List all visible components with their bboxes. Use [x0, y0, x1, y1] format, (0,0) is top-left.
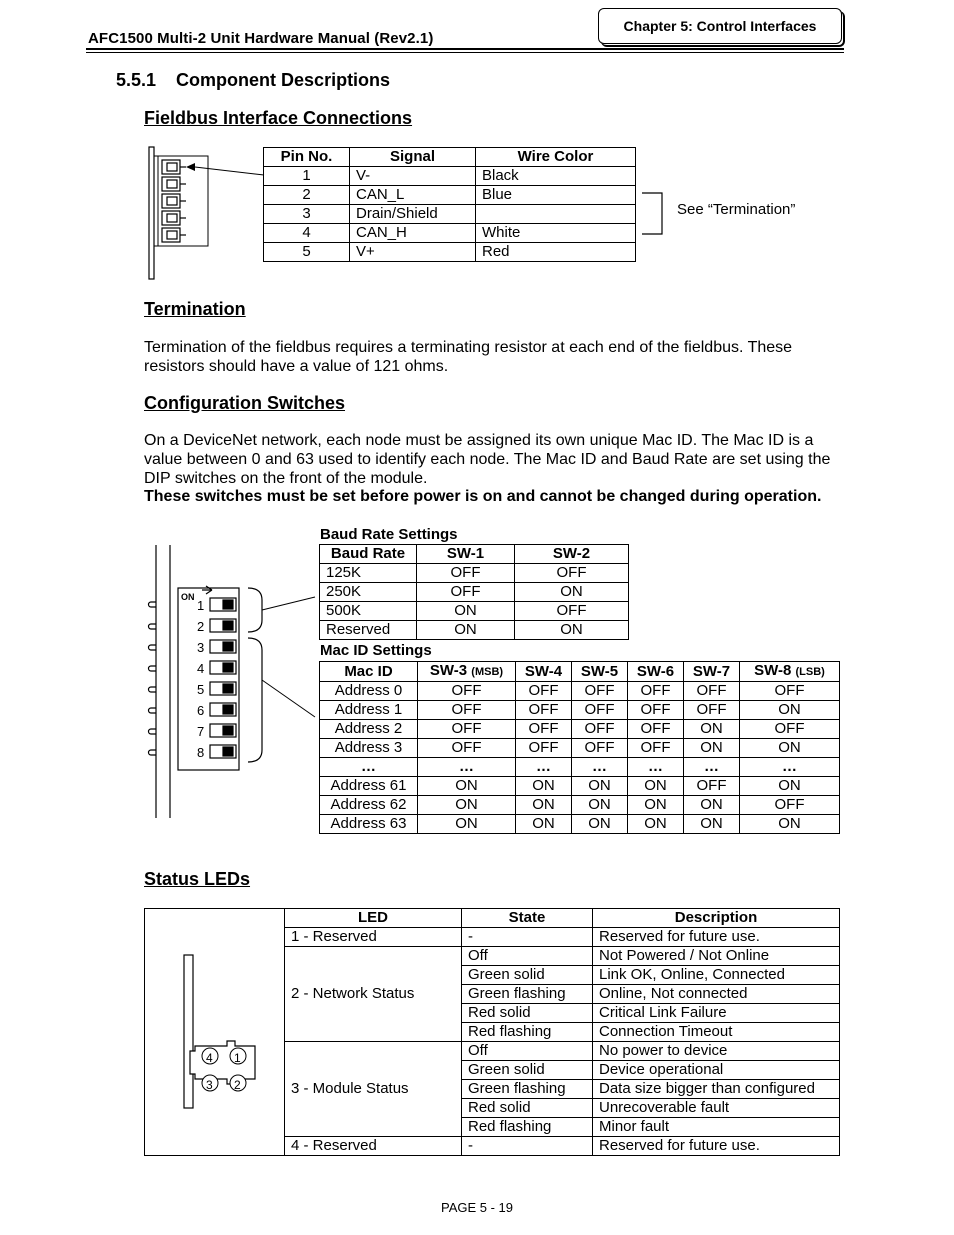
state-cell: Red flashing: [462, 1118, 593, 1137]
switch-cell: OFF: [417, 564, 515, 583]
table-row: [320, 739, 840, 758]
table-row: [320, 602, 629, 621]
description-cell: Device operational: [593, 1061, 840, 1080]
led-label: 2: [234, 1078, 241, 1092]
switch-cell: OFF: [740, 682, 840, 701]
column-header: State: [462, 909, 593, 928]
pin-cell: 2: [264, 186, 350, 205]
state-cell: Off: [462, 1042, 593, 1061]
wire-color-cell: [476, 205, 636, 224]
switch-cell: OFF: [516, 720, 572, 739]
lsb-note: (LSB): [795, 666, 825, 678]
table-row: [320, 796, 840, 815]
column-header: Mac ID: [320, 662, 418, 682]
section-heading: [116, 70, 390, 91]
status-led-table: [144, 908, 840, 1156]
state-cell: Red flashing: [462, 1023, 593, 1042]
ellipsis-cell: …: [516, 758, 572, 777]
switch-cell: ON: [572, 777, 628, 796]
signal-cell: CAN_L: [350, 186, 476, 205]
wire-color-cell: Blue: [476, 186, 636, 205]
switch-cell: OFF: [572, 682, 628, 701]
baud-cell: 125K: [320, 564, 417, 583]
switch-cell: ON: [684, 796, 740, 815]
mac-id-title: Mac ID Settings: [320, 642, 432, 659]
column-header: SW-7: [684, 662, 740, 682]
switch-cell: OFF: [516, 701, 572, 720]
table-row: [264, 224, 636, 243]
switch-cell: OFF: [572, 701, 628, 720]
switch-cell: ON: [516, 815, 572, 834]
table-header-row: [145, 909, 840, 928]
config-text-line-2: value between 0 and 63 used to identify each node. The Mac ID and Baud Rate are set using the: [144, 451, 831, 468]
led-name-cell: 3 - Module Status: [285, 1042, 462, 1137]
column-header: SW-1: [417, 545, 515, 564]
termination-note: See “Termination”: [677, 201, 796, 218]
switch-cell: OFF: [515, 602, 629, 621]
switch-cell: OFF: [417, 583, 515, 602]
switch-cell: ON: [628, 796, 684, 815]
description-cell: Critical Link Failure: [593, 1004, 840, 1023]
table-row: [320, 564, 629, 583]
signal-cell: CAN_H: [350, 224, 476, 243]
switch-cell: ON: [515, 583, 629, 602]
table-row: [320, 701, 840, 720]
switch-cell: ON: [418, 796, 516, 815]
sw3-label: SW-3: [429, 662, 468, 679]
switch-cell: OFF: [628, 701, 684, 720]
column-header: Wire Color: [476, 148, 636, 167]
chapter-label: [598, 8, 842, 44]
column-header: [740, 662, 840, 682]
dip-switch-diagram: [140, 540, 320, 825]
fieldbus-pin-table: [263, 147, 636, 262]
baud-cell: 500K: [320, 602, 417, 621]
switch-cell: ON: [628, 777, 684, 796]
ellipsis-cell: …: [628, 758, 684, 777]
table-header-row: [264, 148, 636, 167]
pin-cell: 1: [264, 167, 350, 186]
state-cell: Red solid: [462, 1099, 593, 1118]
ellipsis-cell: …: [572, 758, 628, 777]
switch-cell: OFF: [740, 720, 840, 739]
mac-cell: Address 63: [320, 815, 418, 834]
switch-cell: OFF: [628, 682, 684, 701]
signal-cell: Drain/Shield: [350, 205, 476, 224]
dip-on-label: ON: [181, 592, 195, 602]
led-label: 1: [234, 1051, 241, 1065]
ellipsis-cell: …: [740, 758, 840, 777]
switch-cell: ON: [572, 796, 628, 815]
column-header: SW-5: [572, 662, 628, 682]
baud-rate-table: [319, 544, 629, 640]
switch-cell: ON: [516, 796, 572, 815]
description-cell: Minor fault: [593, 1118, 840, 1137]
mac-cell: Address 2: [320, 720, 418, 739]
ellipsis-cell: …: [418, 758, 516, 777]
switch-cell: ON: [740, 815, 840, 834]
description-cell: Connection Timeout: [593, 1023, 840, 1042]
mac-id-table: [319, 661, 840, 834]
status-leds-heading: Status LEDs: [144, 869, 251, 889]
switch-cell: OFF: [684, 777, 740, 796]
config-text-line-3: DIP switches on the front of the module.: [144, 470, 428, 487]
led-label: 4: [206, 1051, 213, 1065]
state-cell: Off: [462, 947, 593, 966]
column-header: Description: [593, 909, 840, 928]
description-cell: Online, Not connected: [593, 985, 840, 1004]
ellipsis-cell: …: [684, 758, 740, 777]
table-row: [320, 720, 840, 739]
switch-cell: OFF: [515, 564, 629, 583]
dip-number: 7: [197, 724, 205, 739]
dip-number: 5: [197, 682, 205, 697]
manual-title: AFC1500 Multi-2 Unit Hardware Manual (Rev2.1): [88, 30, 434, 47]
led-diagram-cell: [145, 909, 285, 1156]
baud-cell: 250K: [320, 583, 417, 602]
config-heading: Configuration Switches: [144, 393, 346, 413]
state-cell: -: [462, 1137, 593, 1156]
switch-cell: OFF: [418, 701, 516, 720]
column-header: SW-2: [515, 545, 629, 564]
termination-text: Termination of the fieldbus requires a terminating resistor at each end of the fieldbus. These resistors should have a value of 121 ohms.: [144, 339, 793, 375]
switch-cell: OFF: [628, 739, 684, 758]
switch-cell: OFF: [684, 701, 740, 720]
pin-cell: 4: [264, 224, 350, 243]
chapter-text: Chapter 5: Control Interfaces: [623, 18, 817, 34]
led-name-cell: 2 - Network Status: [285, 947, 462, 1042]
table-row: [264, 243, 636, 262]
description-cell: Not Powered / Not Online: [593, 947, 840, 966]
switch-cell: ON: [515, 621, 629, 640]
switch-cell: OFF: [572, 739, 628, 758]
fieldbus-heading: Fieldbus Interface Connections: [144, 108, 413, 128]
switch-cell: ON: [572, 815, 628, 834]
table-row: [320, 777, 840, 796]
switch-cell: OFF: [740, 796, 840, 815]
switch-cell: ON: [417, 621, 515, 640]
sw8-label: SW-8: [754, 662, 792, 679]
wire-color-cell: Black: [476, 167, 636, 186]
dip-number: 1: [197, 598, 205, 613]
led-name-cell: 1 - Reserved: [285, 928, 462, 947]
table-row: [320, 758, 840, 777]
table-row: [264, 186, 636, 205]
mac-cell: Address 3: [320, 739, 418, 758]
mac-cell: Address 61: [320, 777, 418, 796]
dip-number: 3: [197, 640, 205, 655]
switch-cell: OFF: [516, 682, 572, 701]
signal-cell: V+: [350, 243, 476, 262]
state-cell: Green flashing: [462, 985, 593, 1004]
header-rule-thin: [86, 52, 844, 53]
led-panel-diagram: [181, 953, 261, 1113]
dip-number: 2: [197, 619, 205, 634]
led-name-cell: 4 - Reserved: [285, 1137, 462, 1156]
switch-cell: ON: [684, 815, 740, 834]
description-cell: Data size bigger than configured: [593, 1080, 840, 1099]
baud-rate-title: Baud Rate Settings: [320, 526, 458, 543]
switch-cell: OFF: [418, 720, 516, 739]
mac-cell: Address 0: [320, 682, 418, 701]
switch-cell: ON: [740, 777, 840, 796]
switch-cell: ON: [684, 720, 740, 739]
switch-cell: OFF: [572, 720, 628, 739]
table-row: [264, 167, 636, 186]
column-header: Pin No.: [264, 148, 350, 167]
table-row: [320, 682, 840, 701]
description-cell: Unrecoverable fault: [593, 1099, 840, 1118]
switch-cell: ON: [516, 777, 572, 796]
table-header-row: [320, 662, 840, 682]
description-cell: Reserved for future use.: [593, 928, 840, 947]
state-cell: Red solid: [462, 1004, 593, 1023]
column-header: LED: [285, 909, 462, 928]
header-rule: [86, 48, 844, 50]
switch-cell: OFF: [418, 682, 516, 701]
config-text-line-1: On a DeviceNet network, each node must be assigned its own unique Mac ID. The Mac ID is a: [144, 432, 814, 449]
switch-cell: OFF: [628, 720, 684, 739]
wire-color-cell: White: [476, 224, 636, 243]
column-header: [418, 662, 516, 682]
table-row: [320, 815, 840, 834]
state-cell: -: [462, 928, 593, 947]
column-header: SW-6: [628, 662, 684, 682]
switch-cell: OFF: [516, 739, 572, 758]
switch-cell: ON: [418, 815, 516, 834]
state-cell: Green solid: [462, 966, 593, 985]
dip-number: 4: [197, 661, 205, 676]
column-header: SW-4: [516, 662, 572, 682]
switch-cell: ON: [684, 739, 740, 758]
pin-cell: 3: [264, 205, 350, 224]
state-cell: Green flashing: [462, 1080, 593, 1099]
termination-bracket: [640, 190, 670, 238]
column-header: Signal: [350, 148, 476, 167]
wire-color-cell: Red: [476, 243, 636, 262]
msb-note: (MSB): [471, 666, 504, 678]
mac-cell: Address 1: [320, 701, 418, 720]
dip-number: 6: [197, 703, 205, 718]
led-label: 3: [206, 1078, 213, 1092]
column-header: Baud Rate: [320, 545, 417, 564]
baud-cell: Reserved: [320, 621, 417, 640]
description-cell: Reserved for future use.: [593, 1137, 840, 1156]
table-row: [264, 205, 636, 224]
termination-heading: Termination: [144, 299, 246, 319]
signal-cell: V-: [350, 167, 476, 186]
section-number: 5.5.1: [116, 70, 157, 90]
fieldbus-connector-diagram: [140, 140, 270, 285]
switch-cell: ON: [418, 777, 516, 796]
table-row: [320, 621, 629, 640]
pin-cell: 5: [264, 243, 350, 262]
mac-cell: Address 62: [320, 796, 418, 815]
dip-number: 8: [197, 745, 205, 760]
page-number: PAGE 5 - 19: [440, 1200, 513, 1215]
table-header-row: [320, 545, 629, 564]
description-cell: No power to device: [593, 1042, 840, 1061]
state-cell: Green solid: [462, 1061, 593, 1080]
config-warning: These switches must be set before power is on and cannot be changed during operation.: [144, 488, 822, 505]
ellipsis-cell: …: [320, 758, 418, 777]
switch-cell: ON: [417, 602, 515, 621]
switch-cell: ON: [740, 739, 840, 758]
table-row: [320, 583, 629, 602]
switch-cell: OFF: [418, 739, 516, 758]
switch-cell: ON: [740, 701, 840, 720]
section-title: Component Descriptions: [176, 70, 391, 90]
switch-cell: OFF: [684, 682, 740, 701]
switch-cell: ON: [628, 815, 684, 834]
description-cell: Link OK, Online, Connected: [593, 966, 840, 985]
